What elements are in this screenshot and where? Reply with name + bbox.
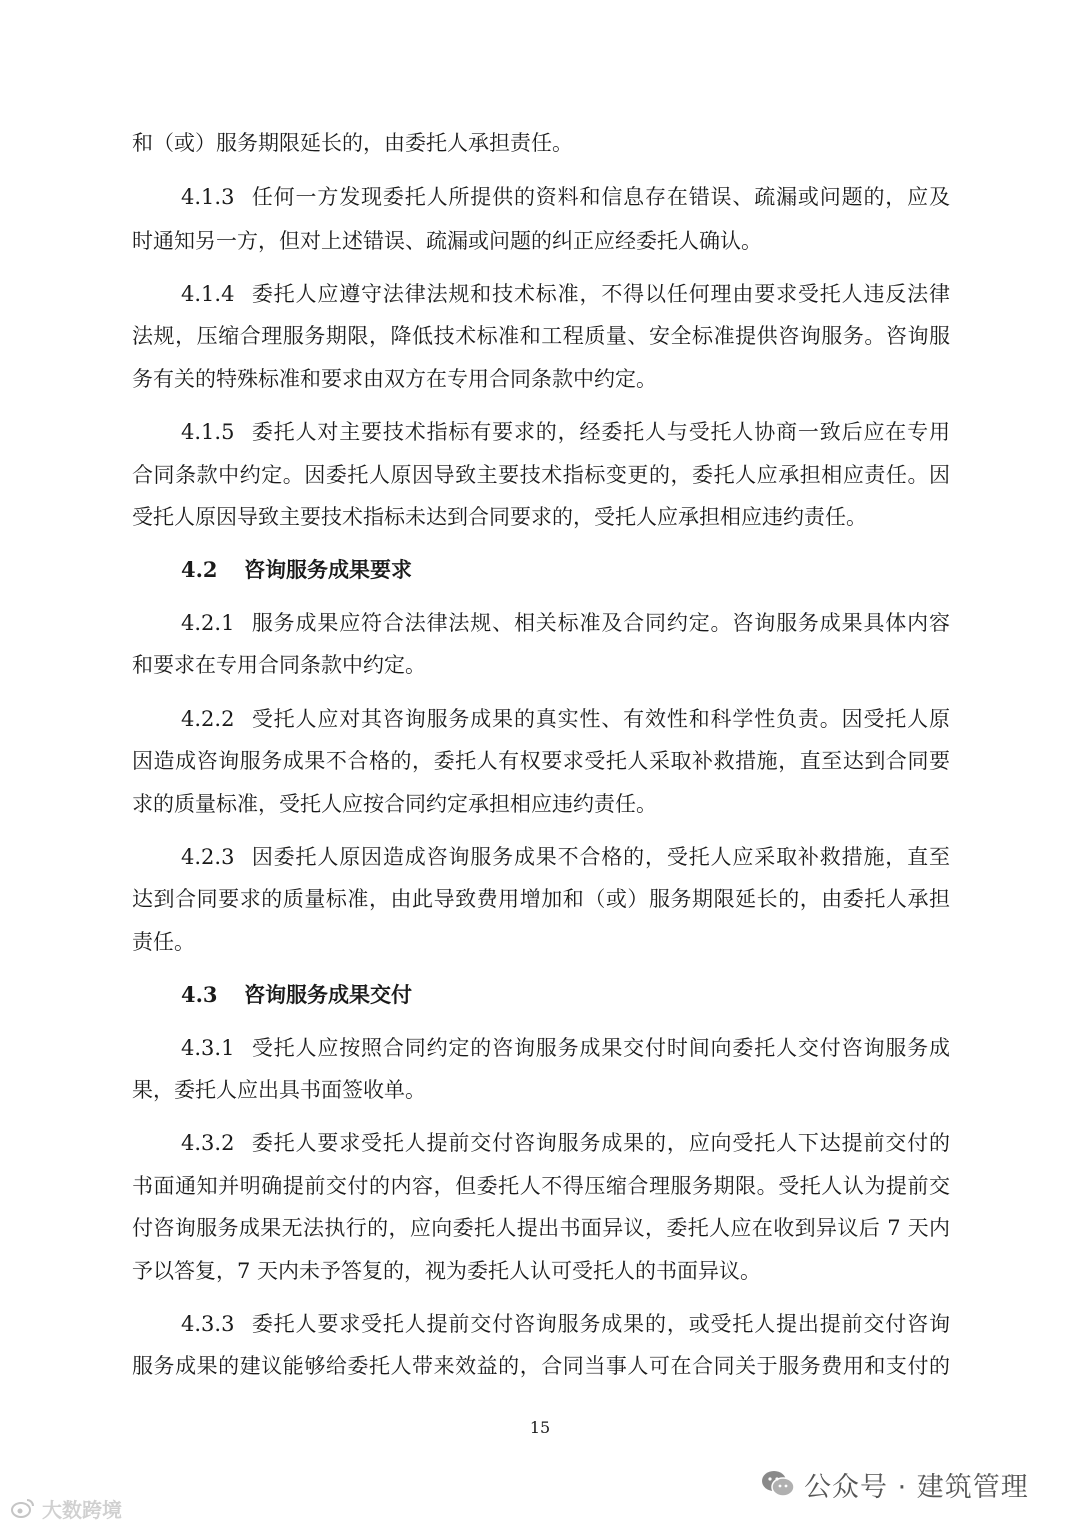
clause-text: 因委托人原因造成咨询服务成果不合格的，受托人应采取补救措施，直至 (251, 845, 950, 869)
text-line: 求的质量标准，受托人应按合同约定承担相应违约责任。 (132, 792, 657, 816)
section-title: 咨询服务成果要求 (244, 557, 412, 582)
clause-4-1-4-line-1 (132, 279, 950, 309)
text-line: 和要求在专用合同条款中约定。 (132, 653, 426, 677)
clause-number: 4.2.1 (181, 611, 235, 635)
clause-number: 4.1.4 (181, 282, 235, 306)
clause-text: 服务成果应符合法律法规、相关标准及合同约定。咨询服务成果具体内容 (251, 611, 950, 635)
section-number: 4.2 (181, 557, 218, 582)
clause-number: 4.2.2 (181, 707, 235, 731)
clause-4-3-1-line-1 (132, 1033, 950, 1063)
clause-text: 委托人要求受托人提前交付咨询服务成果的，应向受托人下达提前交付的 (251, 1131, 950, 1155)
text-line: 付咨询服务成果无法执行的，应向委托人提出书面异议，委托人应在收到异议后 7 天内 (132, 1216, 950, 1240)
clause-text: 委托人应遵守法律法规和技术标准，不得以任何理由要求受托人违反法律 (251, 282, 950, 306)
clause-text: 受托人应按照合同约定的咨询服务成果交付时间向委托人交付咨询服务成 (251, 1036, 950, 1060)
section-title: 咨询服务成果交付 (244, 982, 412, 1007)
clause-number: 4.3.2 (181, 1131, 235, 1155)
clause-number: 4.1.5 (181, 420, 235, 444)
text-line: 责任。 (132, 930, 195, 954)
weibo-icon (10, 1497, 36, 1519)
text-line: 务有关的特殊标准和要求由双方在专用合同条款中约定。 (132, 367, 657, 391)
text-line: 达到合同要求的质量标准，由此导致费用增加和（或）服务期限延长的，由委托人承担 (132, 887, 950, 911)
clause-number: 4.3.3 (181, 1312, 235, 1336)
clause-number: 4.2.3 (181, 845, 235, 869)
text-line: 因造成咨询服务成果不合格的，委托人有权要求受托人采取补救措施，直至达到合同要 (132, 749, 950, 773)
clause-4-2-1-line-1 (132, 608, 950, 638)
text-line: 书面通知并明确提前交付的内容，但委托人不得压缩合理服务期限。受托人认为提前交 (132, 1174, 950, 1198)
page-number: 15 (529, 1418, 551, 1437)
clause-number: 4.3.1 (181, 1036, 235, 1060)
text-line: 受托人原因导致主要技术指标未达到合同要求的，受托人应承担相应违约责任。 (132, 505, 867, 529)
clause-text: 委托人要求受托人提前交付咨询服务成果的，或受托人提出提前交付咨询 (251, 1312, 950, 1336)
clause-number: 4.1.3 (181, 185, 235, 209)
section-heading-4-3 (132, 980, 950, 1010)
clause-4-3-3-line-1 (132, 1309, 950, 1339)
watermark-text: 公众号 · 建筑管理 (804, 1471, 1029, 1503)
text-line: 果，委托人应出具书面签收单。 (132, 1078, 426, 1102)
clause-4-1-3-line-1 (132, 182, 950, 212)
wechat-watermark (760, 1464, 1029, 1504)
text-line: 予以答复，7 天内未予答复的，视为委托人认可受托人的书面异议。 (132, 1259, 762, 1283)
text-line: 法规，压缩合理服务期限，降低技术标准和工程质量、安全标准提供咨询服务。咨询服 (132, 324, 950, 348)
clause-text: 任何一方发现委托人所提供的资料和信息存在错误、疏漏或问题的，应及 (251, 185, 950, 209)
clause-4-2-3-line-1 (132, 842, 950, 872)
wechat-icon (760, 1469, 796, 1499)
clause-text: 受托人应对其咨询服务成果的真实性、有效性和科学性负责。因受托人原 (251, 707, 950, 731)
text-line: 服务成果的建议能够给委托人带来效益的，合同当事人可在合同关于服务费用和支付的 (132, 1354, 950, 1378)
section-heading-4-2 (132, 555, 950, 585)
text-line: 合同条款中约定。因委托人原因导致主要技术指标变更的，委托人应承担相应责任。因 (132, 463, 950, 487)
clause-text: 委托人对主要技术指标有要求的，经委托人与受托人协商一致后应在专用 (251, 420, 950, 444)
text-line: 时通知另一方，但对上述错误、疏漏或问题的纠正应经委托人确认。 (132, 229, 762, 253)
clause-4-1-5-line-1 (132, 417, 950, 447)
section-number: 4.3 (181, 982, 218, 1007)
clause-4-2-2-line-1 (132, 704, 950, 734)
watermark-text: 大数跨境 (42, 1497, 122, 1522)
weibo-watermark (10, 1493, 122, 1523)
clause-4-3-2-line-1 (132, 1128, 950, 1158)
text-line: 和（或）服务期限延长的，由委托人承担责任。 (132, 131, 573, 155)
